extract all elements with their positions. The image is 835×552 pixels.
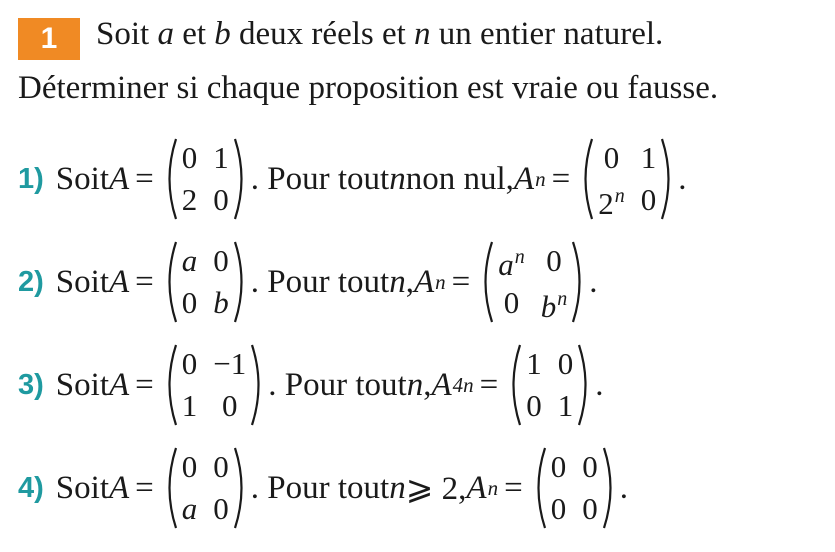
proposition-3 — [18, 341, 604, 429]
equals-sign: = — [135, 469, 154, 506]
right-parenthesis — [231, 137, 249, 221]
matrix-a — [162, 137, 249, 221]
proposition-1 — [18, 135, 686, 223]
matrix-cell: 1 — [557, 388, 574, 423]
matrix-cell: 0 — [181, 346, 198, 381]
equals-sign: = — [479, 366, 499, 403]
equals-sign: = — [451, 263, 471, 300]
end-period: . — [589, 263, 598, 300]
power-exponent: n — [435, 269, 446, 294]
matrix-cell: 1 — [640, 140, 657, 175]
proposition-number: 4) — [18, 471, 44, 504]
right-parenthesis — [231, 446, 249, 530]
proposition-number: 2) — [18, 265, 44, 298]
matrix-cell: $a^n$ — [498, 246, 525, 282]
intro-text-1: Soit — [96, 16, 158, 52]
pour-tout-text: . Pour tout — [250, 160, 390, 197]
matrix-cell: 0 — [222, 388, 238, 423]
equals-sign: = — [135, 366, 154, 403]
intro-line — [96, 16, 663, 53]
matrix-cell: $b^n$ — [540, 288, 568, 324]
matrix-cell: 0 — [550, 449, 567, 484]
proposition-4 — [18, 444, 628, 532]
left-parenthesis — [162, 137, 180, 221]
condition-text: non nul, — [405, 160, 514, 197]
soit-label: Soit — [55, 263, 109, 300]
condition-variable: n — [389, 263, 406, 300]
condition-variable: n — [389, 469, 406, 506]
right-parenthesis — [569, 240, 587, 324]
matrix-name: A — [109, 263, 130, 300]
left-parenthesis — [162, 343, 180, 427]
right-parenthesis — [248, 343, 266, 427]
matrix-cell: 0 — [582, 491, 598, 526]
left-parenthesis — [162, 446, 180, 530]
matrix-cell: −1 — [213, 346, 247, 381]
matrix-cell: 2 — [181, 182, 198, 217]
matrix-cell: 1 — [213, 140, 229, 175]
matrix-cell: 0 — [181, 449, 198, 484]
var-n: n — [414, 16, 431, 52]
var-a: a — [157, 16, 174, 52]
matrix-result — [531, 446, 618, 530]
matrix-cell: 0 — [213, 449, 229, 484]
matrix-cell: 0 — [213, 182, 229, 217]
proposition-2 — [18, 238, 598, 326]
matrix-cell: 0 — [640, 182, 657, 217]
intro-text-3: deux réels et — [230, 16, 415, 52]
pour-tout-text: . Pour tout — [250, 469, 390, 506]
matrix-cell: a — [181, 243, 198, 278]
matrix-cell: 1 — [181, 388, 198, 423]
matrix-cell: 0 — [582, 449, 598, 484]
soit-label: Soit — [55, 366, 109, 403]
matrix-cell: 0 — [550, 491, 567, 526]
matrix-cell: 0 — [503, 285, 520, 320]
soit-label: Soit — [55, 469, 109, 506]
proposition-number: 3) — [18, 368, 44, 401]
condition-variable: n — [406, 366, 424, 403]
equals-sign: = — [504, 469, 523, 506]
matrix-cell: 0 — [557, 346, 574, 381]
power-exponent: n — [535, 166, 546, 191]
matrix-cell: 1 — [526, 346, 542, 381]
left-parenthesis — [531, 446, 549, 530]
matrix-a — [162, 446, 249, 530]
condition-variable: n — [389, 160, 406, 197]
power-base: A — [466, 469, 487, 506]
matrix-cell: 0 — [181, 140, 198, 175]
matrix-name: A — [109, 469, 130, 506]
exercise-number: 1 — [40, 22, 58, 55]
power-base: A — [413, 263, 435, 300]
condition-text: , — [405, 263, 414, 300]
left-parenthesis — [478, 240, 496, 324]
matrix-name: A — [109, 366, 130, 403]
right-parenthesis — [231, 240, 249, 324]
intro-text-2: et — [173, 16, 215, 52]
instruction-line: Déterminer si chaque proposition est vraie ou fausse. — [18, 70, 719, 106]
end-period: . — [595, 366, 604, 403]
right-parenthesis — [658, 137, 676, 221]
matrix-result — [478, 240, 587, 324]
equals-sign: = — [135, 263, 154, 300]
matrix-cell: 0 — [526, 388, 542, 423]
matrix-result — [506, 343, 593, 427]
right-parenthesis — [600, 446, 618, 530]
matrix-cell: 0 — [181, 285, 198, 320]
matrix-a — [162, 343, 266, 427]
power-base: A — [431, 366, 452, 403]
right-parenthesis — [575, 343, 593, 427]
matrix-cell: 0 — [546, 243, 562, 278]
condition-text: ⩾ 2, — [405, 471, 467, 507]
power-exponent: n — [487, 475, 499, 500]
matrix-name: A — [109, 160, 130, 197]
end-period: . — [678, 160, 687, 197]
pour-tout-text: . Pour tout — [268, 366, 407, 403]
equals-sign: = — [551, 160, 571, 197]
left-parenthesis — [578, 137, 596, 221]
matrix-a — [162, 240, 249, 324]
var-b: b — [214, 16, 231, 52]
matrix-cell: a — [181, 491, 198, 526]
power-base: A — [513, 160, 535, 197]
equals-sign: = — [135, 160, 154, 197]
left-parenthesis — [506, 343, 524, 427]
matrix-result — [578, 137, 676, 221]
soit-label: Soit — [55, 160, 109, 197]
left-parenthesis — [162, 240, 180, 324]
end-period: . — [619, 469, 628, 506]
exercise-number-badge — [18, 18, 80, 60]
matrix-cell: 0 — [213, 491, 229, 526]
condition-text: , — [423, 366, 432, 403]
matrix-cell: 2$^n$ — [598, 185, 625, 221]
matrix-cell: 0 — [603, 140, 620, 175]
pour-tout-text: . Pour tout — [250, 263, 390, 300]
proposition-number: 1) — [18, 162, 44, 195]
power-exponent: 4n — [452, 372, 474, 397]
matrix-cell: b — [213, 285, 229, 320]
intro-text-4: un entier naturel. — [430, 16, 664, 52]
matrix-cell: 0 — [213, 243, 229, 278]
